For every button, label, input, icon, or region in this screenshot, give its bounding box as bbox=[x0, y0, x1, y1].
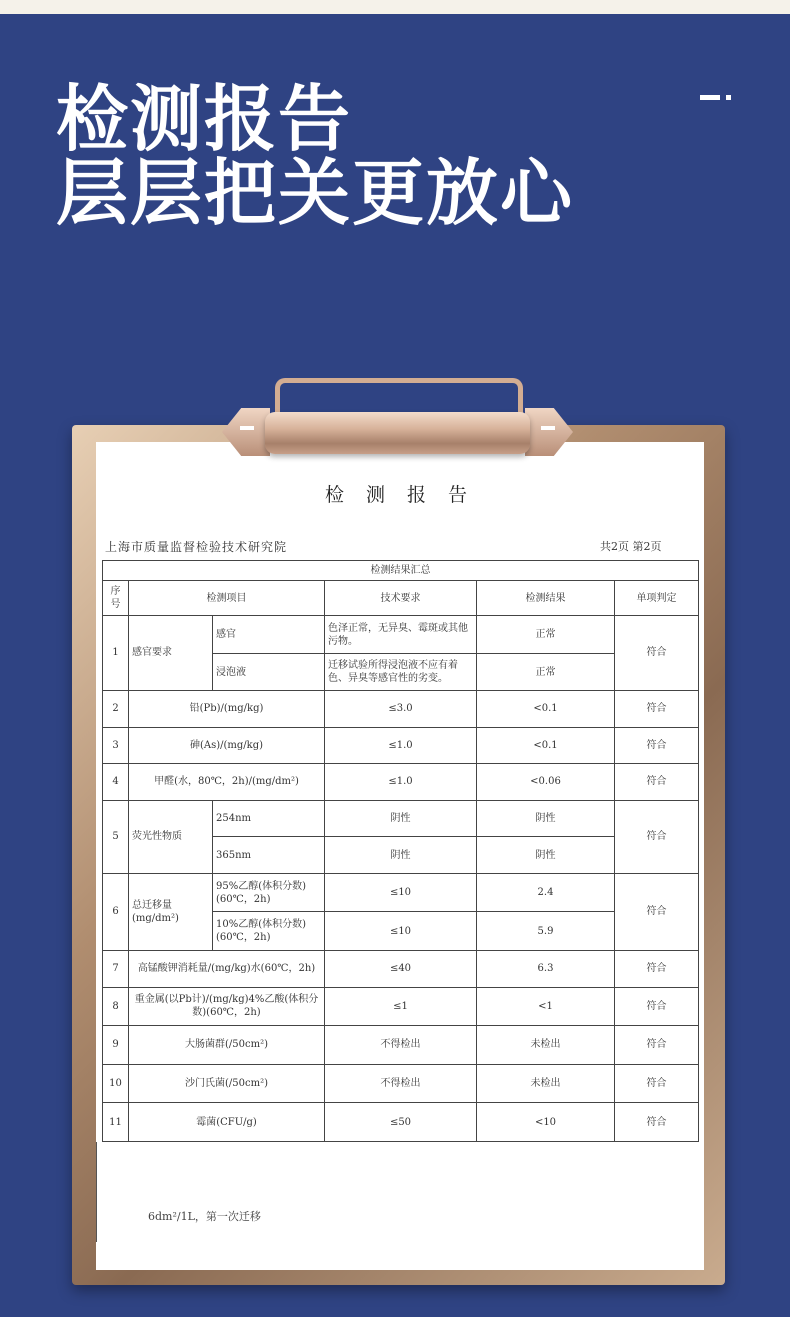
table-row: 9 大肠菌群(/50cm²) 不得检出 未检出 符合 bbox=[103, 1026, 699, 1065]
table-row: 1 感官要求 感官 色泽正常，无异臭、霉斑或其他污物。 正常 符合 bbox=[103, 615, 699, 654]
table-row: 11 霉菌(CFU/g) ≤50 <10 符合 bbox=[103, 1103, 699, 1142]
table-row: 6 总迁移量(mg/dm²) 95%乙醇(体积分数)(60℃，2h) ≤10 2.4 符合 bbox=[103, 873, 699, 912]
table-row: 5 荧光性物质 254nm 阴性 阴性 符合 bbox=[103, 800, 699, 837]
headline-line2: 层层把关更放心 bbox=[56, 151, 575, 235]
table-row: 7 高锰酸钾消耗量/(mg/kg)水(60℃，2h) ≤40 6.3 符合 bbox=[103, 951, 699, 988]
header-item: 检测项目 bbox=[129, 581, 325, 616]
clip-bar bbox=[265, 412, 530, 454]
table-row: 8 重金属(以Pb计)/(mg/kg)4%乙酸(体积分数)(60℃，2h) ≤1 <1 符合 bbox=[103, 987, 699, 1026]
header-requirement: 技术要求 bbox=[325, 581, 477, 616]
headline-line1: 检测报告 bbox=[56, 77, 353, 161]
table-row: 浸泡液 迁移试验所得浸泡液不应有着色、异臭等感官性的劣变。 正常 bbox=[103, 654, 699, 691]
table-row: 10%乙醇(体积分数)(60℃，2h) ≤10 5.9 bbox=[103, 912, 699, 951]
table-row: 2 铅(Pb)/(mg/kg) ≤3.0 <0.1 符合 bbox=[103, 691, 699, 728]
page-info: 共2页 第2页 bbox=[600, 540, 662, 553]
results-table bbox=[102, 560, 699, 1142]
header-result: 检测结果 bbox=[477, 581, 615, 616]
table-row: 4 甲醛(水，80℃，2h)/(mg/dm²) ≤1.0 <0.06 符合 bbox=[103, 764, 699, 801]
top-strip bbox=[0, 0, 790, 14]
institute-name: 上海市质量监督检验技术研究院 bbox=[105, 540, 288, 554]
bottom-note: 6dm²/1L，第一次迁移 bbox=[148, 1210, 261, 1223]
table-row: 10 沙门氏菌(/50cm²) 不得检出 未检出 符合 bbox=[103, 1064, 699, 1103]
header-judgement: 单项判定 bbox=[615, 581, 699, 616]
table-row: 365nm 阴性 阴性 bbox=[103, 837, 699, 874]
decorative-dashes bbox=[700, 95, 736, 101]
header-no: 序号 bbox=[103, 581, 129, 616]
summary-title: 检测结果汇总 bbox=[103, 561, 699, 581]
table-row: 3 砷(As)/(mg/kg) ≤1.0 <0.1 符合 bbox=[103, 727, 699, 764]
report-title: 检 测 报 告 bbox=[324, 484, 476, 506]
table-left-border-extension bbox=[96, 1142, 97, 1242]
headline bbox=[56, 77, 575, 235]
